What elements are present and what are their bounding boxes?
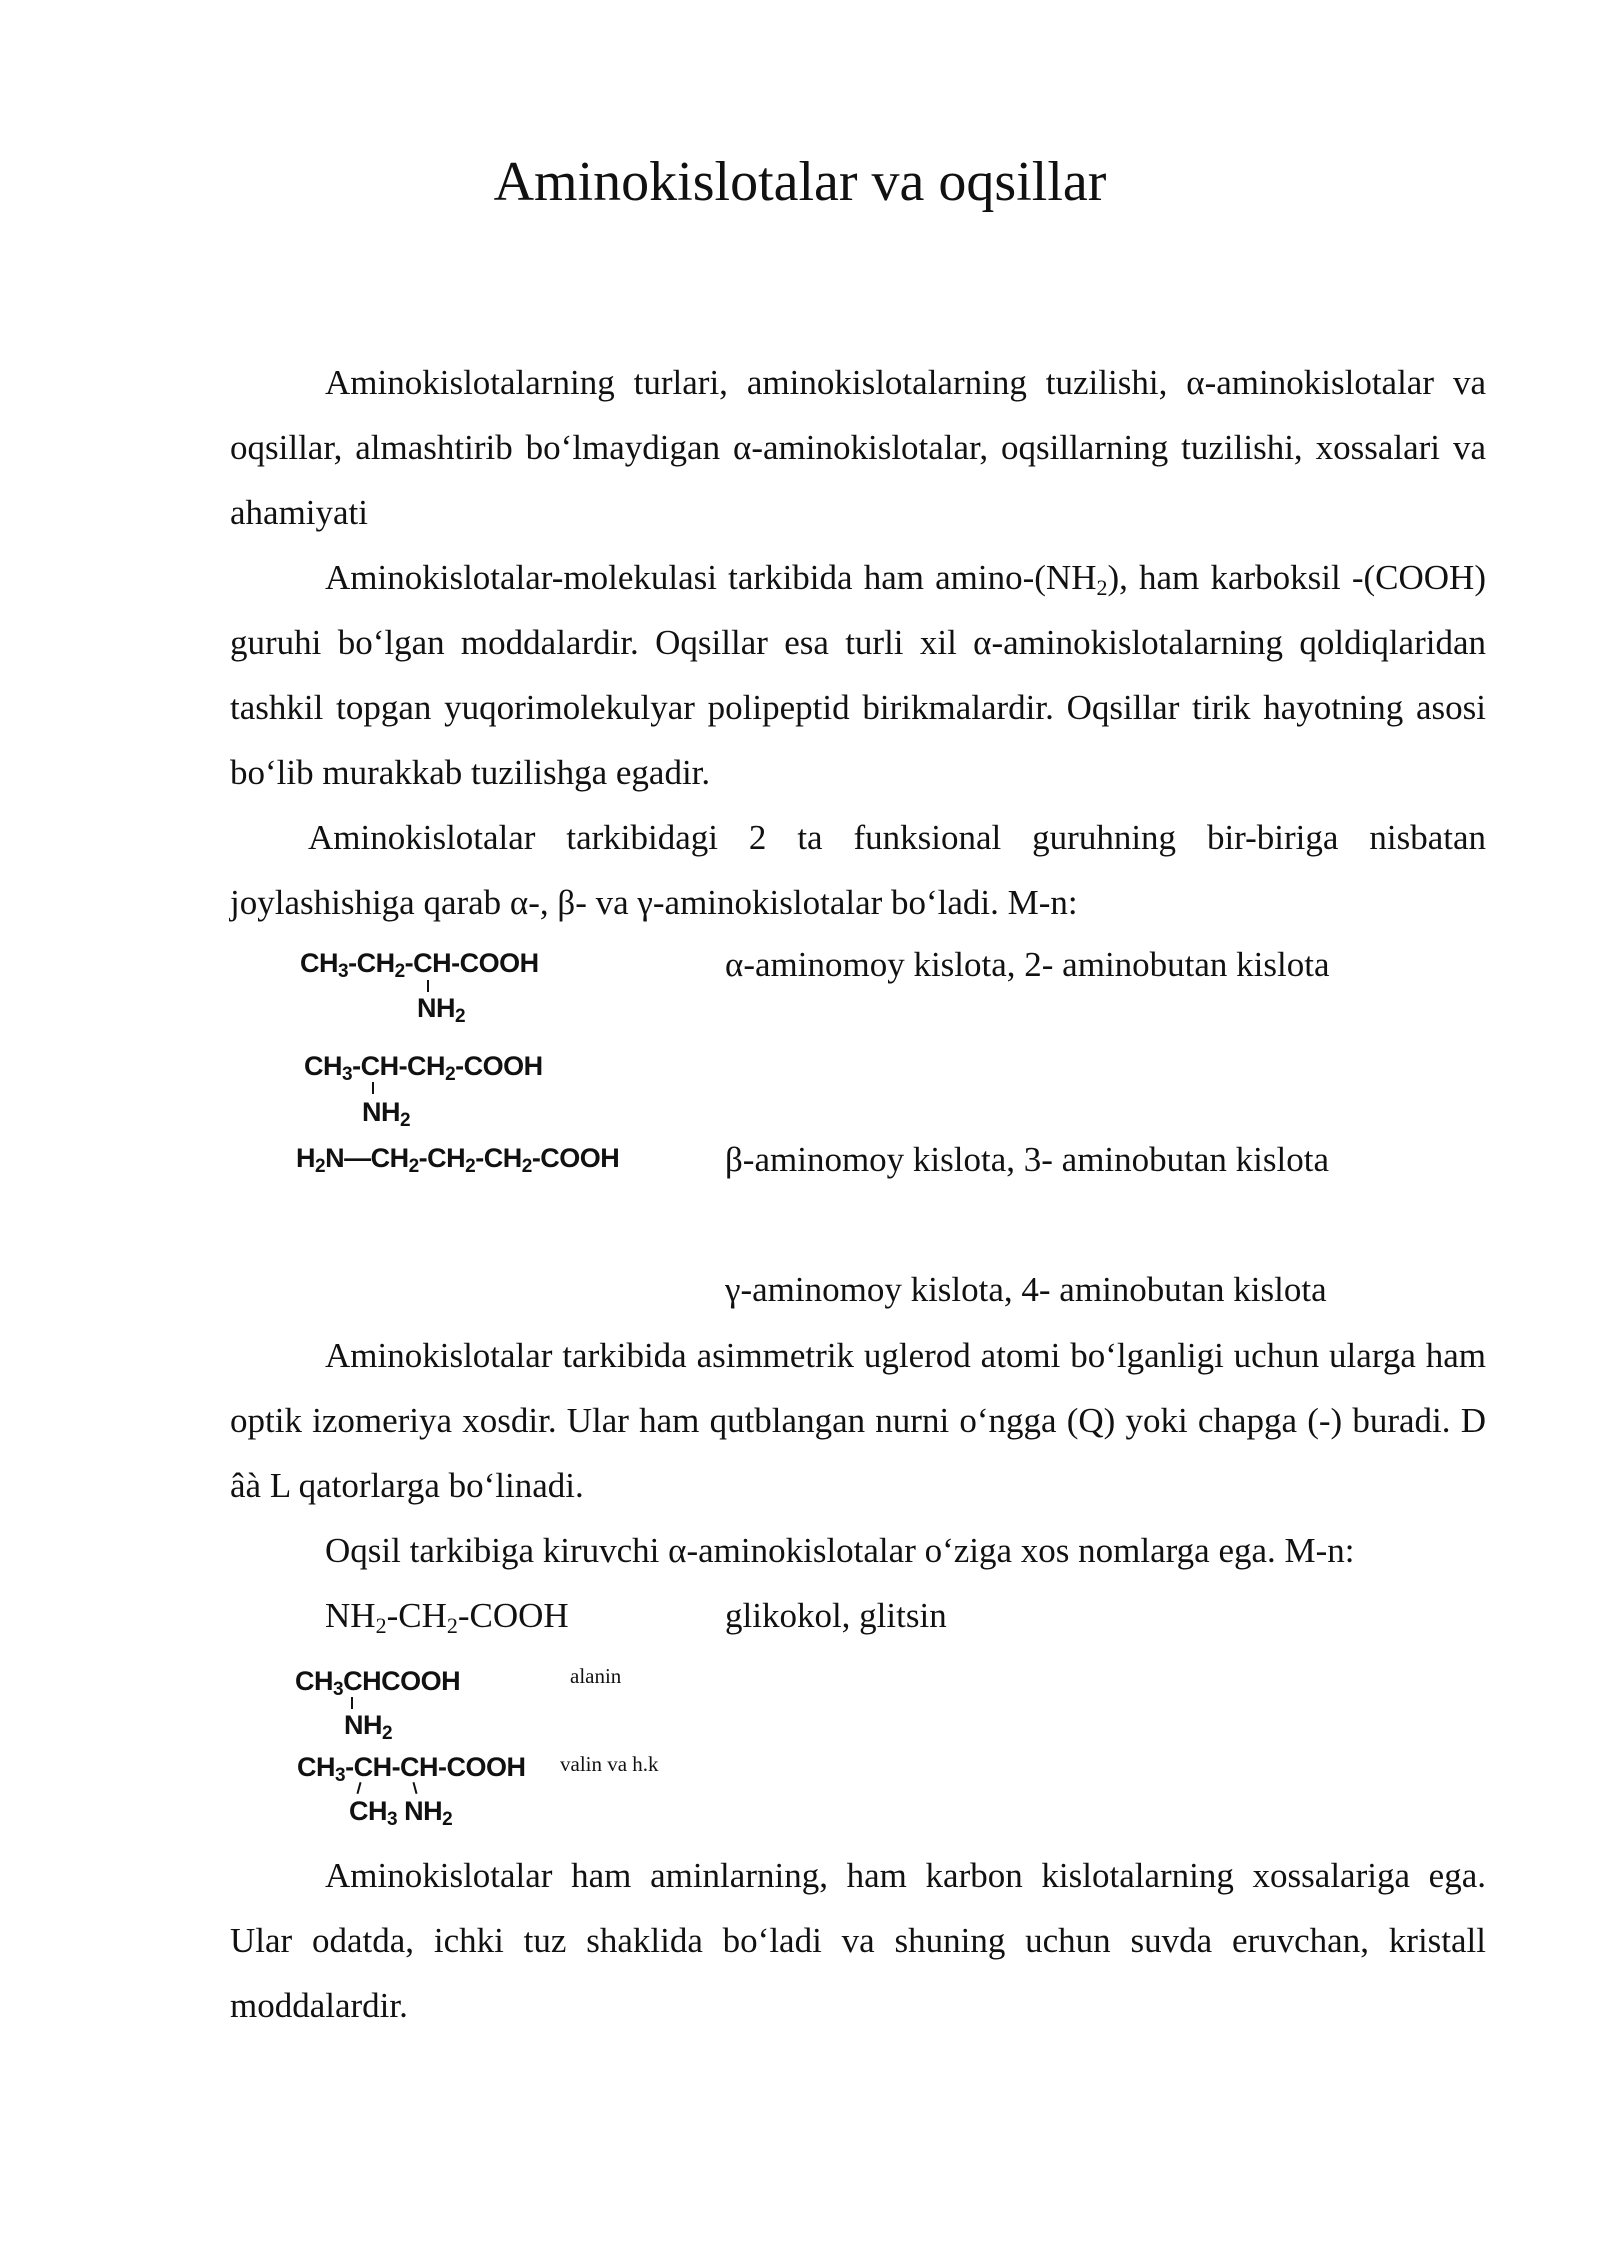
alanine-bond (351, 1697, 353, 1709)
isomerism-text: Aminokislotalar tarkibida asimmetrik uglerod atomi bo‘lganligi uchun ularga ham optik izomeriya xosdir. Ular ham qutblangan nurni o‘ngga (Q) yoki chapga (-) buradi. D âà L qatorlarga bo‘linadi. (230, 1336, 1486, 1505)
valine-bond-1 (356, 1782, 361, 1794)
properties-paragraph (230, 1843, 1486, 2038)
gamma-label: γ-aminomoy kislota, 4- aminobutan kislota (725, 1270, 1327, 1309)
alpha-nh2: $NH_2$ (417, 993, 466, 1027)
valine-bond-2 (412, 1782, 417, 1794)
beta-label: β-aminomoy kislota, 3- aminobutan kislota (725, 1140, 1329, 1179)
intro-text: Aminokislotalarning turlari, aminokislotalarning tuzilishi, α-aminokislotalar va oqsillar, almashtirib bo‘lmaydigan α-aminokislotalar, oqsillarning tuzilishi, xossalari va ahamiyati (230, 363, 1486, 532)
glycine-label: glikokol, glitsin (725, 1596, 947, 1635)
beta-formula: $CH_3-CH-CH_2$-COOH (304, 1051, 543, 1085)
alanine-label: alanin (570, 1664, 622, 1688)
page-title: Aminokislotalar va oqsillar (493, 151, 1107, 213)
definition-paragraph (230, 545, 1486, 805)
alpha-label: α-aminomoy kislota, 2- aminobutan kislota (725, 945, 1330, 984)
alanine-nh2: $NH_2$ (344, 1710, 393, 1744)
gamma-formula: $H_2N—CH_2-CH_2-CH_2$-COOH (296, 1143, 620, 1177)
intro-paragraph (230, 350, 1486, 545)
properties-text: Aminokislotalar ham aminlarning, ham karbon kislotalarning xossalariga ega. Ular odatda, ichki tuz shaklida bo‘ladi va shuning uchun suvda eruvchan, kristall moddalardir. (230, 1856, 1486, 2025)
names-intro: Oqsil tarkibiga kiruvchi α-aminokislotalar o‘ziga xos nomlarga ega. M-n: (325, 1531, 1355, 1570)
beta-bond (372, 1082, 374, 1094)
classification-paragraph (230, 805, 1486, 935)
glycine-formula: $NH_2-CH_2$-COOH (325, 1596, 569, 1638)
isomerism-paragraph (230, 1323, 1486, 1518)
valine-substituents: $CH_3$ $NH_2$ (349, 1796, 453, 1830)
definition-text-1: Aminokislotalar-molekulasi tarkibida ham amino-(NH (325, 558, 1097, 597)
classification-text: Aminokislotalar tarkibidagi 2 ta funksional guruhning bir-biriga nisbatan joylashishiga qarab α-, β- va γ-aminokislotalar bo‘ladi. M-n: (230, 818, 1486, 922)
valine-formula: $CH_3-CH-CH$-COOH (297, 1752, 526, 1786)
alpha-formula: $CH_3-CH_2-CH$-COOH (300, 948, 539, 982)
beta-nh2: $NH_2$ (362, 1097, 411, 1131)
alpha-bond (427, 980, 429, 992)
alanine-formula: $CH_3CHCOOH$ (295, 1666, 461, 1700)
definition-subscript: 2 (1096, 575, 1108, 600)
valine-label: valin va h.k (560, 1752, 659, 1776)
definition-text-2: ), ham karboksil -(COOH) guruhi bo‘lgan moddalardir. Oqsillar esa turli xil α-aminokislotalarning qoldiqlaridan tashkil topgan yuqorimolekulyar polipeptid birikmalardir. Oqsillar tirik hayotning asosi bo‘lib murakkab tuzilishga egadir. (230, 558, 1486, 792)
